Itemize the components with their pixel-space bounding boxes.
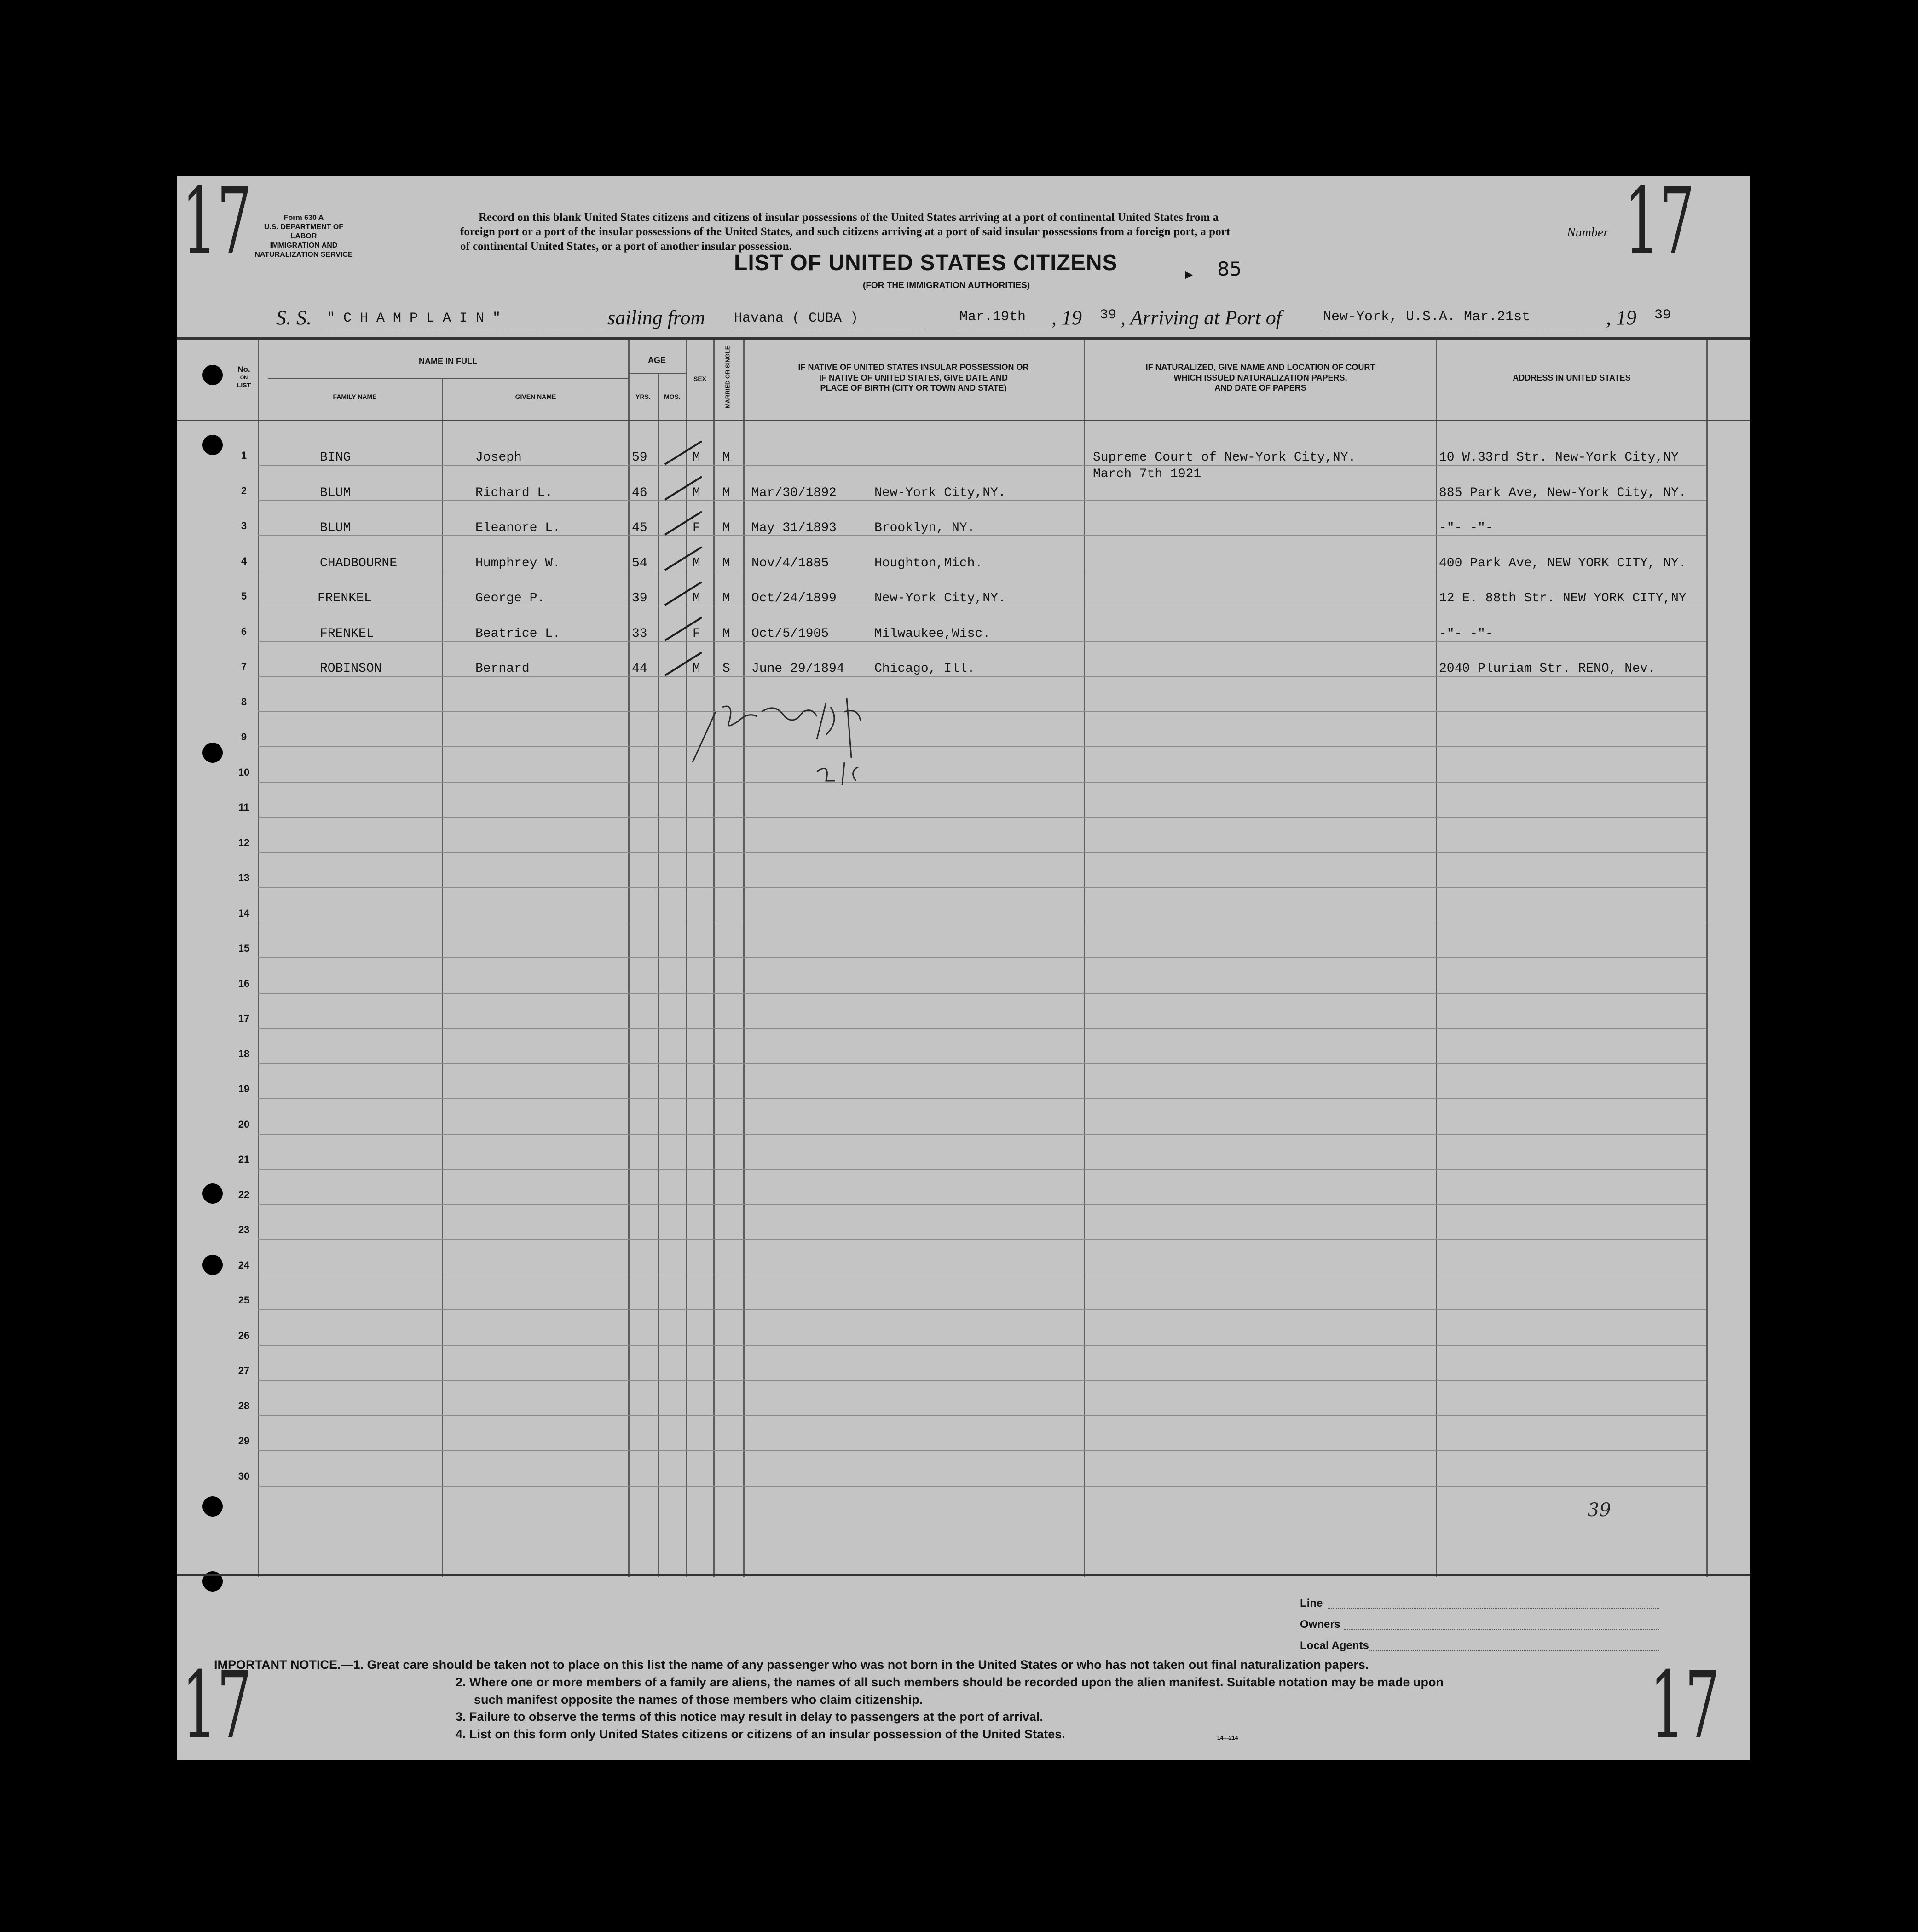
row-number: 14 bbox=[238, 907, 250, 919]
row-rule bbox=[258, 535, 1706, 536]
age-years: 59 bbox=[632, 450, 647, 465]
check-mark bbox=[663, 615, 704, 643]
marital-status: M bbox=[722, 485, 730, 500]
row-rule bbox=[258, 957, 1706, 958]
given-name: Joseph bbox=[475, 450, 522, 465]
given-name: Beatrice L. bbox=[475, 626, 560, 641]
notice-item-4: 4. List on this form only United States citizens or citizens of an insular possession of the United States. bbox=[456, 1727, 1065, 1742]
marital-status: M bbox=[722, 450, 730, 465]
row-number: 11 bbox=[238, 802, 249, 813]
form-id-block bbox=[251, 213, 357, 260]
row-number: 21 bbox=[238, 1153, 250, 1165]
sex: M bbox=[693, 450, 700, 465]
important-notice bbox=[214, 1656, 1710, 1743]
birth-date: June 29/1894 bbox=[751, 662, 844, 676]
header-name-in-full: NAME IN FULL bbox=[419, 357, 477, 366]
birth-date: May 31/1893 bbox=[751, 521, 837, 535]
punch-hole bbox=[202, 1183, 223, 1204]
row-rule bbox=[258, 500, 1706, 501]
row-number: 18 bbox=[238, 1048, 250, 1060]
sex: F bbox=[693, 626, 700, 641]
family-name: BING bbox=[320, 450, 351, 465]
marital-status: S bbox=[722, 662, 730, 676]
service-name-line1: IMMIGRATION AND bbox=[270, 242, 338, 249]
row-number: 24 bbox=[238, 1259, 250, 1271]
header-birth: IF NATIVE OF UNITED STATES INSULAR POSSESSION OR IF NATIVE OF UNITED STATES, GIVE DATE AND PLACE OF BIRTH (CITY OR TOWN AND STATE) bbox=[798, 363, 1029, 392]
row-number: 25 bbox=[238, 1294, 250, 1306]
birth-place: Brooklyn, NY. bbox=[874, 521, 975, 535]
address: 12 E. 88th Str. NEW YORK CITY,NY bbox=[1439, 591, 1687, 606]
address: -"- -"- bbox=[1439, 521, 1493, 535]
row-number: 27 bbox=[238, 1365, 250, 1376]
birth-place: Houghton,Mich. bbox=[874, 556, 983, 571]
address: 885 Park Ave, New-York City, NY. bbox=[1439, 485, 1687, 500]
row-rule bbox=[258, 1415, 1706, 1416]
check-mark bbox=[663, 650, 704, 678]
handwritten-signature bbox=[679, 693, 872, 836]
birth-date: Oct/5/1905 bbox=[751, 626, 829, 641]
sailing-from-label: sailing from bbox=[607, 306, 705, 329]
marital-status: M bbox=[722, 521, 730, 535]
footer-line-label: Line bbox=[1300, 1597, 1323, 1609]
sex: M bbox=[693, 591, 700, 606]
arriving-label: , Arriving at Port of bbox=[1121, 306, 1282, 329]
arrival-year-prefix: , 19 bbox=[1606, 306, 1636, 329]
row-number: 2 bbox=[241, 484, 247, 496]
header-years: YRS. bbox=[635, 393, 651, 400]
row-number: 10 bbox=[238, 766, 250, 778]
header-months: MOS. bbox=[664, 393, 681, 400]
marital-status: M bbox=[722, 626, 730, 641]
page-title: LIST OF UNITED STATES CITIZENS bbox=[734, 251, 1118, 275]
age-years: 46 bbox=[632, 485, 647, 500]
punch-hole bbox=[202, 1255, 223, 1275]
ss-label: S. S. bbox=[276, 306, 312, 329]
birth-place: Milwaukee,Wisc. bbox=[874, 626, 991, 641]
row-number: 30 bbox=[238, 1470, 250, 1482]
birth-place: New-York City,NY. bbox=[874, 591, 1006, 606]
family-name: ROBINSON bbox=[320, 662, 382, 676]
row-rule bbox=[258, 676, 1706, 677]
number-label: Number bbox=[1567, 225, 1609, 240]
handwritten-total: 39 bbox=[1588, 1499, 1611, 1521]
row-number: 19 bbox=[238, 1083, 250, 1095]
intro-line-2: foreign port or a port of the insular possessions of the United States, and such citizens arriving at a port of said insular possessions from a foreign port, a port bbox=[460, 225, 1230, 238]
arrival-port-date: New-York, U.S.A. Mar.21st bbox=[1323, 309, 1531, 325]
given-name: Humphrey W. bbox=[475, 556, 560, 571]
row-rule bbox=[258, 1169, 1706, 1170]
punch-hole bbox=[202, 1496, 223, 1517]
row-number: 22 bbox=[238, 1188, 250, 1200]
birth-date: Oct/24/1899 bbox=[751, 591, 837, 606]
row-rule bbox=[258, 711, 1706, 712]
sex: M bbox=[693, 485, 700, 500]
sailing-year-prefix: , 19 bbox=[1051, 306, 1082, 329]
row-rule bbox=[258, 1450, 1706, 1451]
family-name: BLUM bbox=[320, 485, 351, 500]
corner-number-top-left: 17 bbox=[182, 176, 252, 275]
header-naturalization: IF NATURALIZED, GIVE NAME AND LOCATION OF COURT WHICH ISSUED NATURALIZATION PAPERS, AND DATE OF PAPERS bbox=[1145, 363, 1375, 392]
check-mark bbox=[663, 545, 704, 572]
intro-line-1: Record on this blank United States citizens and citizens of insular possessions of the United States arriving at a port of continental United States from a bbox=[479, 211, 1219, 224]
notice-item-3: 3. Failure to observe the terms of this notice may result in delay to passengers at the port of arrival. bbox=[456, 1710, 1043, 1724]
row-number: 28 bbox=[238, 1400, 250, 1412]
form-number: Form 630 A bbox=[283, 214, 324, 222]
row-number: 17 bbox=[238, 1013, 250, 1024]
row-number: 7 bbox=[241, 661, 247, 672]
row-rule bbox=[258, 1063, 1706, 1064]
header-sex: SEX bbox=[693, 375, 706, 382]
row-number: 15 bbox=[238, 942, 250, 954]
row-rule bbox=[258, 887, 1706, 888]
print-code: 14—214 bbox=[1217, 1735, 1238, 1741]
age-years: 44 bbox=[632, 662, 647, 676]
footer-owners-block bbox=[1300, 1593, 1369, 1656]
row-rule bbox=[258, 782, 1706, 783]
row-rule bbox=[258, 1239, 1706, 1240]
arrow-mark: ► bbox=[1183, 268, 1196, 282]
naturalization-date: March 7th 1921 bbox=[1093, 467, 1202, 481]
row-number: 1 bbox=[241, 450, 247, 461]
birth-place: Chicago, Ill. bbox=[874, 662, 975, 676]
departure-port: Havana ( CUBA ) bbox=[734, 311, 859, 326]
manifest-page bbox=[177, 176, 1750, 1760]
header-address: ADDRESS IN UNITED STATES bbox=[1513, 373, 1631, 382]
row-number: 16 bbox=[238, 977, 250, 989]
row-number: 3 bbox=[241, 520, 247, 531]
marital-status: M bbox=[722, 591, 730, 606]
intro-text bbox=[460, 210, 1519, 254]
given-name: Bernard bbox=[475, 662, 530, 676]
row-number: 26 bbox=[238, 1329, 250, 1341]
sailing-year: 39 bbox=[1100, 307, 1117, 323]
row-number: 23 bbox=[238, 1224, 250, 1235]
row-rule bbox=[258, 817, 1706, 818]
row-number: 13 bbox=[238, 872, 250, 883]
row-number: 4 bbox=[241, 555, 247, 567]
naturalization-court: Supreme Court of New-York City,NY. bbox=[1093, 450, 1356, 465]
notice-item-2: 2. Where one or more members of a family are aliens, the names of all such members should be recorded upon the alien manifest. Suitable notation may be made upon bbox=[456, 1675, 1444, 1689]
address: 400 Park Ave, NEW YORK CITY, NY. bbox=[1439, 556, 1687, 571]
row-rule bbox=[258, 465, 1706, 466]
check-mark bbox=[663, 580, 704, 607]
given-name: Richard L. bbox=[475, 485, 553, 500]
address: 10 W.33rd Str. New-York City,NY bbox=[1439, 450, 1679, 465]
punch-hole bbox=[202, 743, 223, 763]
birth-place: New-York City,NY. bbox=[874, 485, 1006, 500]
row-rule bbox=[258, 1134, 1706, 1135]
footer-local-agents-label: Local Agents bbox=[1300, 1639, 1369, 1652]
row-number: 8 bbox=[241, 696, 247, 708]
row-rule bbox=[258, 1380, 1706, 1381]
family-name: FRENKEL bbox=[320, 626, 374, 641]
row-number: 6 bbox=[241, 625, 247, 637]
ship-name: " C H A M P L A I N " bbox=[327, 311, 501, 326]
arrival-year: 39 bbox=[1654, 307, 1671, 323]
header-married-or-single: MARRIED OR SINGLE bbox=[724, 346, 731, 409]
corner-number-bottom-left: 17 bbox=[182, 1652, 252, 1759]
notice-item-1: 1. Great care should be taken not to place on this list the name of any passenger who was not born in the United States or who has not taken out final naturalization papers. bbox=[353, 1658, 1369, 1672]
service-name-line2: NATURALIZATION SERVICE bbox=[254, 251, 353, 259]
header-list-number: No. ON LIST bbox=[237, 365, 251, 389]
footer-owners-label: Owners bbox=[1300, 1618, 1341, 1631]
check-mark bbox=[663, 439, 704, 467]
row-rule bbox=[258, 993, 1706, 994]
check-mark bbox=[663, 474, 704, 502]
intro-line-3: of continental United States, or a port of another insular possession. bbox=[460, 240, 792, 253]
corner-number-bottom-right: 17 bbox=[1650, 1652, 1720, 1759]
row-number: 12 bbox=[238, 836, 250, 848]
check-mark bbox=[663, 509, 704, 537]
birth-date: Mar/30/1892 bbox=[751, 485, 837, 500]
row-number: 29 bbox=[238, 1435, 250, 1447]
address: -"- -"- bbox=[1439, 626, 1493, 641]
row-rule bbox=[258, 1204, 1706, 1205]
row-rule bbox=[258, 1486, 1706, 1487]
given-name: George P. bbox=[475, 591, 545, 606]
department-name: U.S. DEPARTMENT OF LABOR bbox=[264, 223, 344, 240]
row-rule bbox=[258, 1345, 1706, 1346]
notice-item-2-cont: such manifest opposite the names of those members who claim citizenship. bbox=[474, 1692, 923, 1707]
birth-date: Nov/4/1885 bbox=[751, 556, 829, 571]
family-name: FRENKEL bbox=[318, 591, 372, 606]
family-name: BLUM bbox=[320, 521, 351, 535]
age-years: 33 bbox=[632, 626, 647, 641]
header-family-name: FAMILY NAME bbox=[333, 393, 377, 400]
row-rule bbox=[258, 1309, 1706, 1310]
punch-hole bbox=[202, 365, 223, 385]
sailing-date: Mar.19th bbox=[959, 309, 1026, 325]
sex: F bbox=[693, 521, 700, 535]
row-rule bbox=[258, 641, 1706, 642]
row-rule bbox=[258, 1098, 1706, 1099]
given-name: Eleanore L. bbox=[475, 521, 560, 535]
corner-number-top-right: 17 bbox=[1624, 176, 1695, 275]
header-age: AGE bbox=[647, 356, 666, 365]
row-rule bbox=[258, 746, 1706, 747]
family-name: CHADBOURNE bbox=[320, 556, 398, 571]
age-years: 45 bbox=[632, 521, 647, 535]
notice-label: IMPORTANT NOTICE.— bbox=[214, 1658, 353, 1672]
punch-hole bbox=[202, 435, 223, 455]
row-number: 5 bbox=[241, 590, 247, 602]
address: 2040 Pluriam Str. RENO, Nev. bbox=[1439, 662, 1656, 676]
row-rule bbox=[258, 1028, 1706, 1029]
age-years: 39 bbox=[632, 591, 647, 606]
sex: M bbox=[693, 556, 700, 571]
page-subtitle: (FOR THE IMMIGRATION AUTHORITIES) bbox=[863, 281, 1030, 290]
header-given-name: GIVEN NAME bbox=[515, 393, 556, 400]
stamp-number: 85 bbox=[1217, 258, 1242, 280]
age-years: 54 bbox=[632, 556, 647, 571]
row-number: 20 bbox=[238, 1118, 250, 1130]
row-rule bbox=[258, 852, 1706, 853]
row-number: 9 bbox=[241, 731, 247, 743]
marital-status: M bbox=[722, 556, 730, 571]
sex: M bbox=[693, 662, 700, 676]
